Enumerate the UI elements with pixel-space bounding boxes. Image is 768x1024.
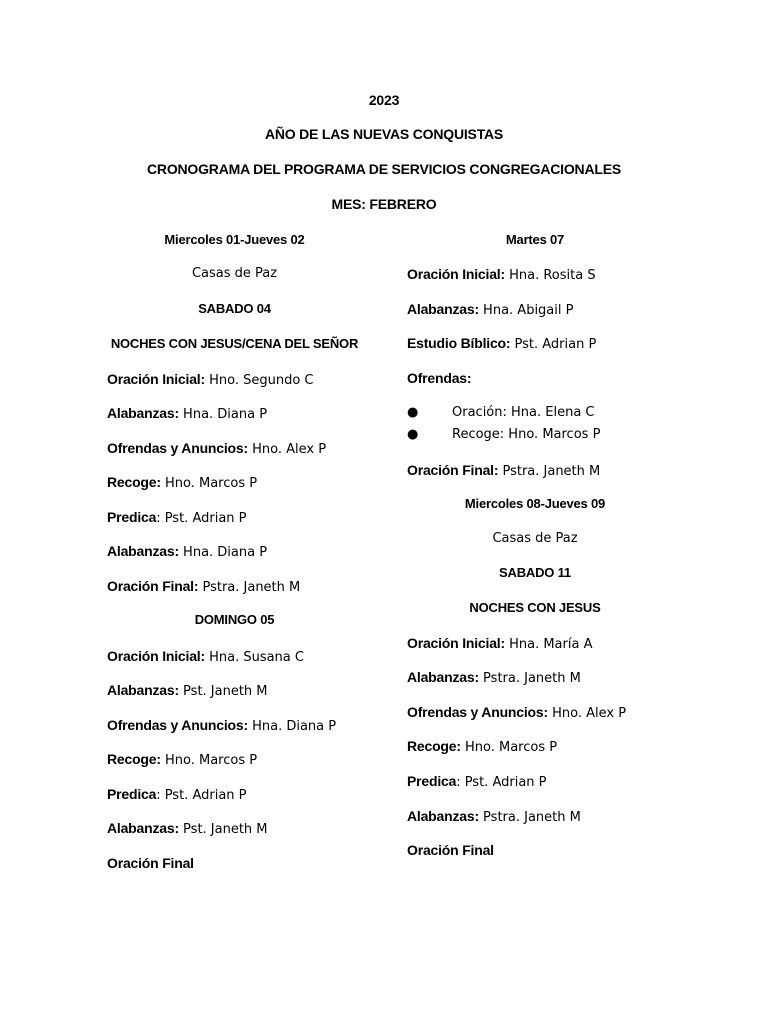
document-motto: AÑO DE LAS NUEVAS CONQUISTAS	[264, 126, 504, 142]
list-item: ● Oración: Hna. Elena C	[407, 405, 595, 420]
section-title-sat: SABADO 11	[499, 565, 571, 580]
schedule-row: Oración Final	[107, 855, 194, 871]
schedule-row: Alabanzas: Pst. Janeth M	[107, 682, 268, 699]
document-month: MES: FEBRERO	[331, 196, 437, 212]
bullet-icon: ●	[407, 405, 419, 420]
section-subtitle-sat: NOCHES CON JESUS	[469, 600, 601, 615]
section-subtitle-sat: NOCHES CON JESUS/CENA DEL SEÑOR	[110, 336, 359, 351]
schedule-row: Alabanzas: Pstra. Janeth M	[407, 669, 581, 686]
schedule-row: Oración Final: Pstra. Janeth M	[107, 578, 301, 595]
schedule-row: Predica: Pst. Adrian P	[107, 786, 247, 803]
schedule-row: Alabanzas: Hna. Diana P	[107, 405, 268, 422]
schedule-row: Ofrendas y Anuncios: Hno. Alex P	[407, 704, 627, 721]
section-title-tue: Martes 07	[505, 232, 565, 247]
schedule-row: Oración Inicial: Hna. Susana C	[107, 648, 304, 665]
schedule-row: Oración Inicial: Hna. Rosita S	[407, 266, 596, 283]
section-title-sun: DOMINGO 05	[194, 612, 275, 627]
bullet-icon: ●	[407, 427, 419, 442]
document-program-title: CRONOGRAMA DEL PROGRAMA DE SERVICIOS CONGREGACIONALES	[147, 161, 621, 177]
schedule-row: Estudio Bíblico: Pst. Adrian P	[407, 335, 597, 352]
section-subtitle-wed-thu: Casas de Paz	[492, 531, 578, 546]
section-subtitle-wed-thu: Casas de Paz	[191, 266, 278, 281]
section-title-sat: SABADO 04	[198, 301, 271, 316]
section-title-wed-thu: Miercoles 08-Jueves 09	[464, 496, 606, 511]
section-title-wed-thu: Miercoles 01-Jueves 02	[164, 232, 305, 247]
schedule-row: Alabanzas: Pst. Janeth M	[107, 820, 268, 837]
schedule-row: Oración Inicial: Hna. María A	[407, 635, 593, 652]
schedule-row: Predica: Pst. Adrian P	[407, 773, 547, 790]
schedule-row: Ofrendas y Anuncios: Hno. Alex P	[107, 440, 327, 457]
schedule-row: Alabanzas: Pstra. Janeth M	[407, 808, 581, 825]
schedule-row: Ofrendas y Anuncios: Hna. Diana P	[107, 717, 337, 734]
document-year: 2023	[368, 92, 400, 108]
schedule-row: Oración Final: Pstra. Janeth M	[407, 462, 601, 479]
list-item: ● Recoge: Hno. Marcos P	[407, 427, 601, 442]
schedule-row: Oración Inicial: Hno. Segundo C	[107, 371, 314, 388]
schedule-row: Predica: Pst. Adrian P	[107, 509, 247, 526]
schedule-row: Alabanzas: Hna. Abigail P	[407, 301, 574, 318]
schedule-row: Recoge: Hno. Marcos P	[107, 474, 258, 491]
schedule-row: Ofrendas:	[407, 370, 472, 386]
schedule-row: Recoge: Hno. Marcos P	[407, 738, 558, 755]
schedule-row: Recoge: Hno. Marcos P	[107, 751, 258, 768]
schedule-row: Oración Final	[407, 842, 494, 858]
schedule-row: Alabanzas: Hna. Diana P	[107, 543, 268, 560]
